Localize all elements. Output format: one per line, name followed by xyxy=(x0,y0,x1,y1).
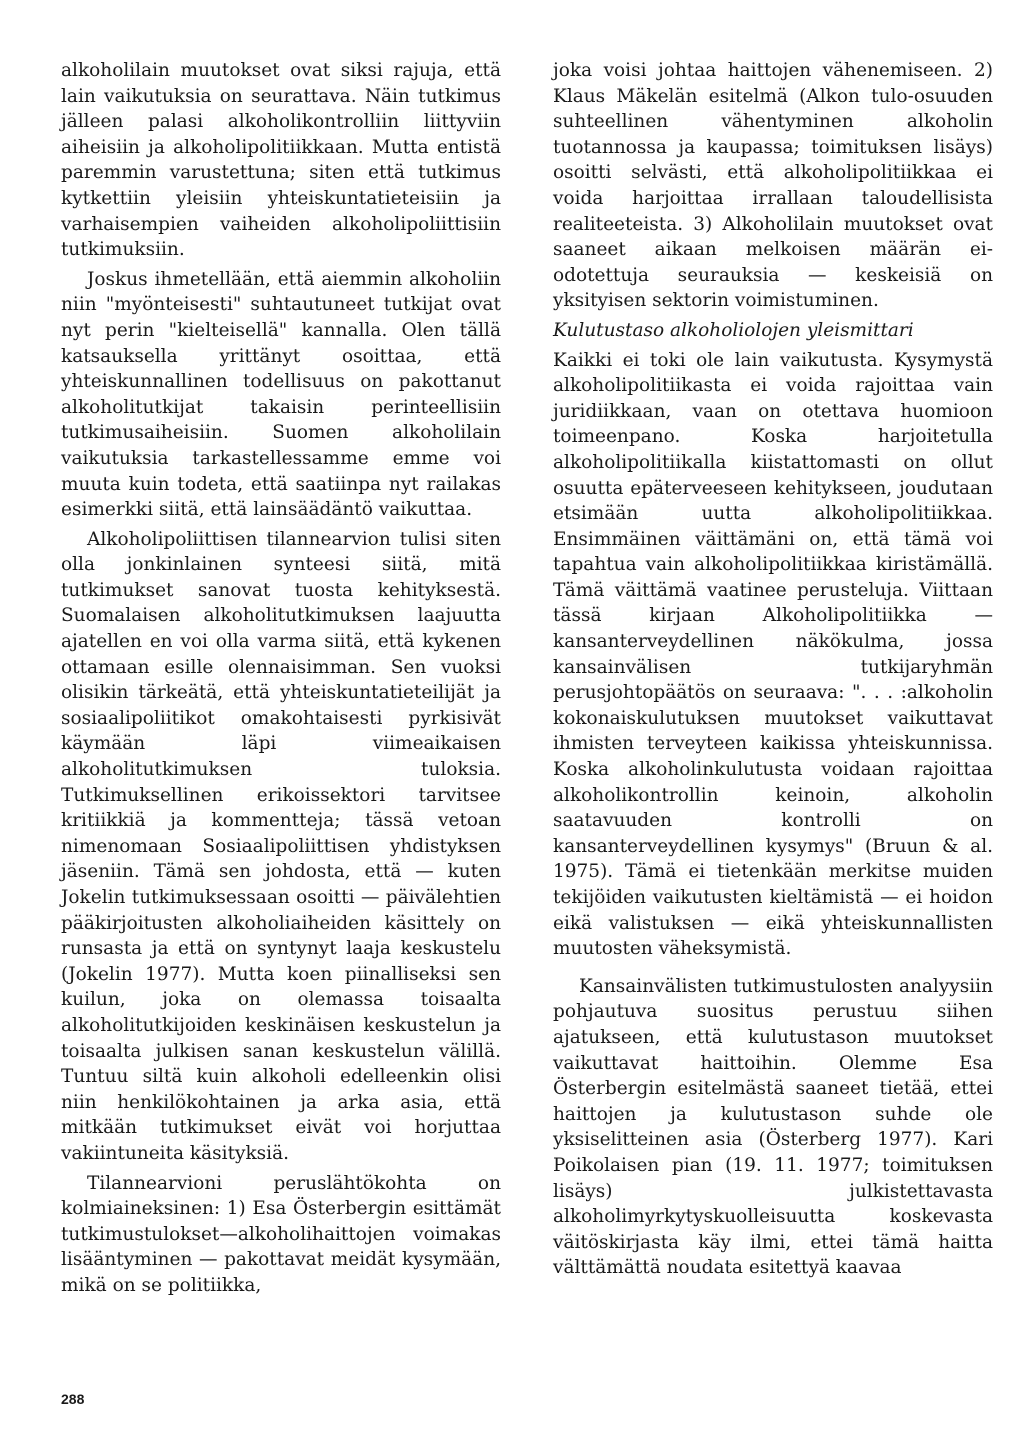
left-paragraph-4: Tilannearvioni peruslähtökohta on kolmiaineksinen: 1) Esa Österbergin esittämät tutkimustulokset—alkoholihaittojen voimakas lisääntyminen — pakottavat meidät kysymään, mikä on se politiikka, xyxy=(61,1172,501,1296)
left-paragraph-1: alkoholilain muutokset ovat siksi rajuja, että lain vaikutuksia on seurattava. Näin tutkimus jälleen palasi alkoholikontrolliin liittyviin aiheisiin ja alkoholipolitiikkaan. Mutta entistä paremmin varustettuna; siten että tutkimus kytkettiin yleisiin yhteiskuntatieteisiin ja varhaisempien vaiheiden alkoholipoliittisiin tutkimuksiin. xyxy=(61,60,501,261)
left-paragraph-2: Joskus ihmetellään, että aiemmin alkoholiin niin "myönteisesti" suhtautuneet tutkijat ovat nyt perin "kielteisellä" kannalla. Olen tällä katsauksella yrittänyt osoittaa, että yhteiskunnallinen todellisuus on pakottanut alkoholitutkijat takaisin perinteellisiin tutkimusaiheisiin. Suomen alkoholilain vaikutuksia tarkastellessamme emme voi muuta kuin todeta, että saatiinpa nyt railakas esimerkki siitä, että lainsäädäntö vaikuttaa. xyxy=(61,268,501,521)
left-paragraph-3: Alkoholipoliittisen tilannearvion tulisi siten olla jonkinlainen synteesi siitä, mitä tutkimukset sanovat tuosta kehityksestä. Suomalaisen alkoholitutkimuksen laajuutta ajatellen en voi olla varma siitä, että kykenen ottamaan esille olennaisimman. Sen vuoksi olisikin tärkeätä, että yhteiskuntatieteilijät ja sosiaalipoliitikot omakohtaisesti pyrkisivät käymään läpi viimeaikaisen alkoholitutkimuksen tuloksia. Tutkimuksellinen erikoissektori tarvitsee kritiikkiä ja kommentteja; tässä vetoan nimenomaan Sosiaalipoliittisen yhdistyksen jäseniin. Tämä sen johdosta, että — kuten Jokelin tutkimuksessaan osoitti — päivälehtien pääkirjoitusten alkoholiaiheiden käsittely on runsasta ja että on syntynyt laaja keskustelu (Jokelin 1977). Mutta koen piinalliseksi sen kuilun, joka on olemassa toisaalta alkoholitutkijoiden keskinäisen keskustelun ja toisaalta julkisen sanan keskustelun välillä. Tuntuu siltä kuin alkoholi edelleenkin olisi niin henkilökohtainen ja arka asia, että mitkään tutkimukset eivät voi horjuttaa vakiintuneita käsityksiä. xyxy=(61,528,501,1164)
left-column xyxy=(61,58,501,1303)
section-heading: Kulutustaso alkoholiolojen yleismittari xyxy=(553,319,914,341)
page-number: 288 xyxy=(61,1391,85,1407)
right-paragraph-1: joka voisi johtaa haittojen vähenemiseen. 2) Klaus Mäkelän esitelmä (Alkon tulo-osuuden suhteellinen vähentyminen alkoholin tuotannossa ja kaupassa; toimituksen lisäys) osoitti selvästi, että alkoholipolitiikkaa ei voida harjoittaa irrallaan taloudellisista realiteeteista. 3) Alkoholilain muutokset ovat saaneet aikaan melkoisen määrän ei-odotettuja seurauksia — keskeisiä on yksityisen sektorin voimistuminen. xyxy=(553,60,993,312)
right-paragraph-3: Kansainvälisten tutkimustulosten analyysiin pohjautuva suositus perustuu siihen ajatukseen, että kulutustason muutokset vaikuttavat haittoihin. Olemme Esa Österbergin esitelmästä saaneet tietää, ettei haittojen ja kulutustason suhde ole yksiselitteinen asia (Österberg 1977). Kari Poikolaisen pian (19. 11. 1977; toimituksen lisäys) julkistettavasta alkoholimyrkytyskuolleisuutta koskevasta väitöskirjasta käy ilmi, ettei tämä haitta välttämättä noudata esitettyä kaavaa xyxy=(553,975,993,1279)
right-column xyxy=(553,58,993,1285)
right-paragraph-2: Kaikki ei toki ole lain vaikutusta. Kysymystä alkoholipolitiikasta ei voida rajoittaa vain juridiikkaan, vaan on otettava huomioon toimeenpano. Koska harjoitetulla alkoholipolitiikalla kiistattomasti on ollut osuutta epäterveeseen kehitykseen, joudutaan etsimään uutta alkoholipolitiikkaa. Ensimmäinen väittämäni on, että tämä voi tapahtua vain alkoholipolitiikkaa kiristämällä. Tämä väittämä vaatinee perusteluja. Viittaan tässä kirjaan Alkoholipolitiikka — kansanterveydellinen näkökulma, jossa kansainvälisen tutkijaryhmän perusjohtopäätös on seuraava: ". . . :alkoholin kokonaiskulutuksen muutokset vaikuttavat ihmisten terveyteen kaikissa yhteiskunnissa. Koska alkoholinkulutusta voidaan rajoittaa alkoholikontrollin keinoin, alkoholin saatavuuden kontrolli on kansanterveydellinen kysymys" (Bruun & al. 1975). Tämä ei tietenkään merkitse muiden tekijöiden vaikutusten kieltämistä — ei hoidon eikä valistuksen — eikä yhteiskunnallisten muutosten väheksymistä. xyxy=(553,349,993,960)
